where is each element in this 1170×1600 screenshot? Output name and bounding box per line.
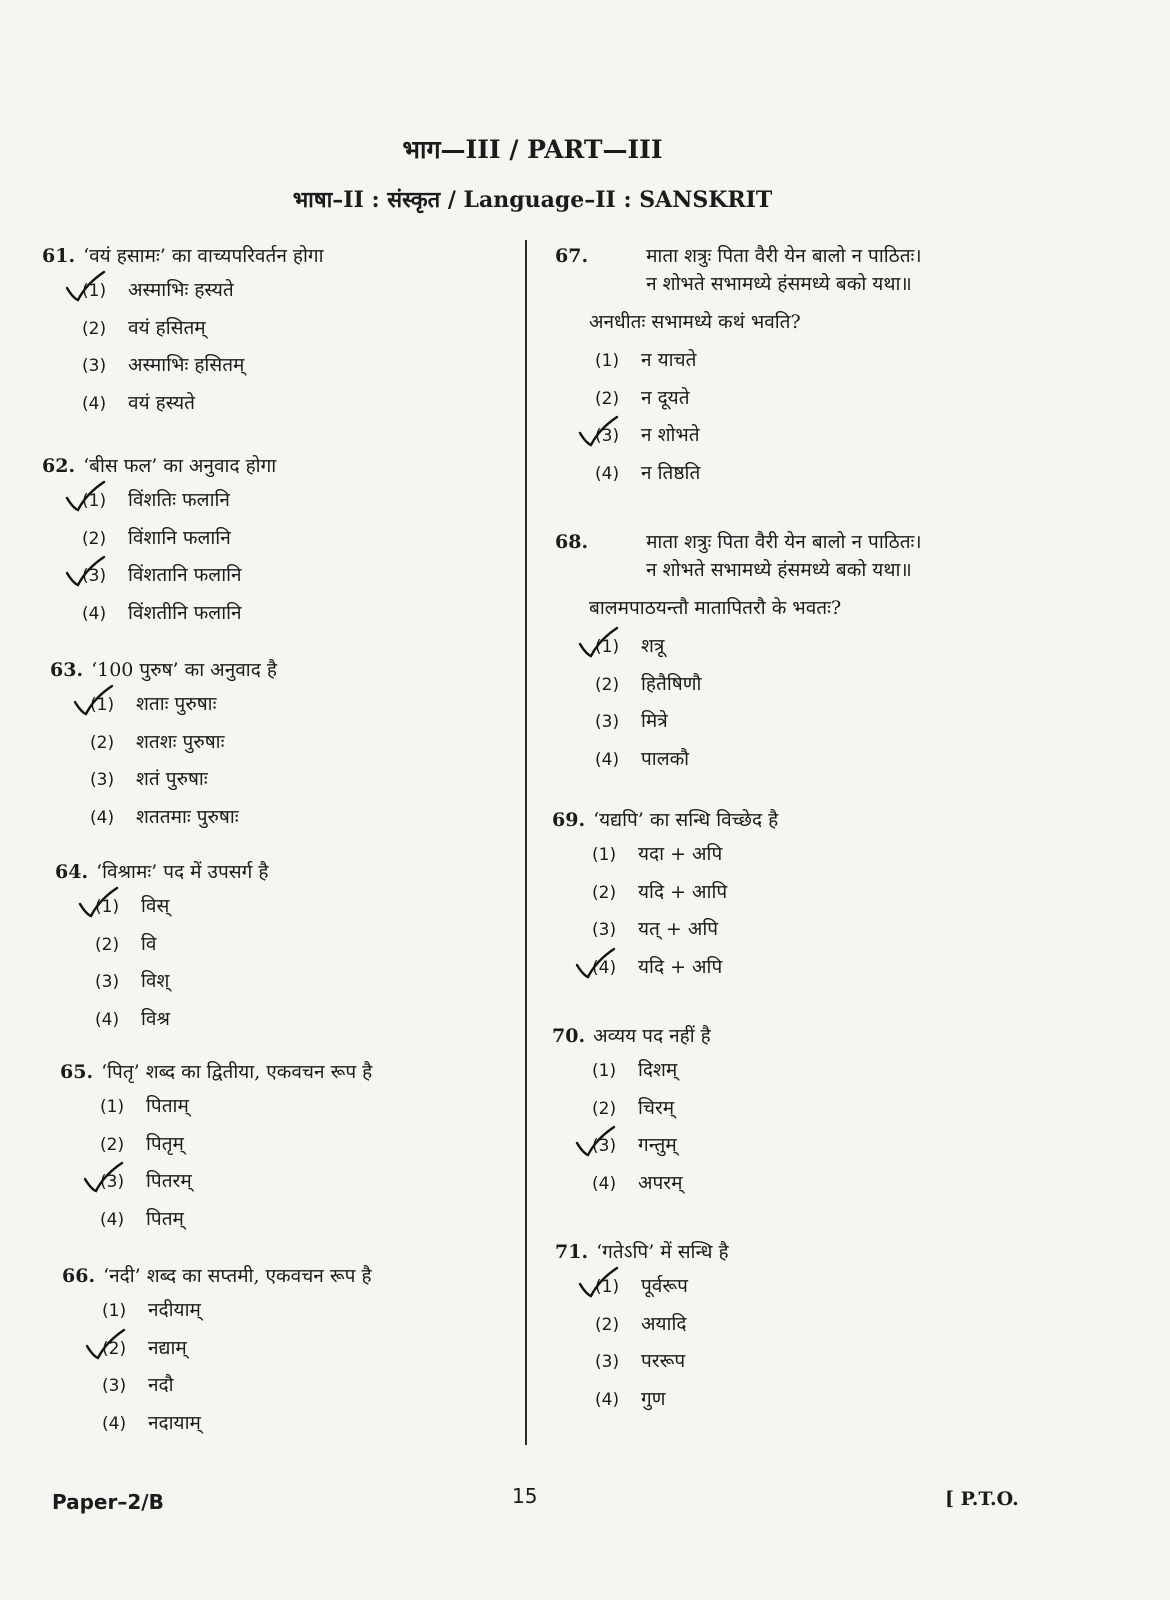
- option-text: पालकौ: [641, 747, 690, 770]
- option-number: (3): [100, 1172, 125, 1192]
- question-62: [42, 452, 276, 636]
- question-text: ‘100 पुरुष’ का अनुवाद है: [91, 659, 277, 681]
- option-text: गन्तुम्: [638, 1134, 677, 1156]
- paper-code: Paper–2/B: [52, 1490, 164, 1514]
- option-number: (3): [102, 1376, 127, 1396]
- question-text: बालमपाठयन्तौ मातापितरौ के भवतः?: [589, 597, 842, 619]
- check-mark-icon: [64, 555, 108, 587]
- option-number: (4): [95, 1009, 120, 1030]
- language-title: भाषा–II : संस्कृत / Language–II : SANSKRIT: [292, 187, 773, 213]
- option-number: (3): [82, 356, 107, 376]
- option-text: वयं हसितम्: [128, 316, 206, 339]
- question-stem: [555, 528, 922, 584]
- option-number: (4): [100, 1209, 125, 1230]
- option-number: (1): [95, 897, 120, 917]
- question-63: [50, 656, 277, 840]
- option-number: (3): [592, 1136, 617, 1156]
- option-text: पितरम्: [146, 1170, 192, 1192]
- option-1[interactable]: [55, 892, 268, 930]
- option-text: न शोभते: [641, 424, 700, 446]
- question-64: [55, 858, 268, 1042]
- check-mark-icon: [64, 270, 108, 302]
- question-number: 66.: [62, 1265, 96, 1287]
- option-text: यत् + अपि: [638, 918, 719, 940]
- option-text: विश्: [141, 970, 170, 992]
- option-3[interactable]: [555, 1347, 729, 1385]
- option-text: नदौ: [148, 1374, 174, 1396]
- question-number: 68.: [555, 531, 589, 553]
- option-3[interactable]: [552, 1131, 711, 1169]
- option-text: दिशम्: [638, 1059, 678, 1081]
- option-text: वि: [141, 932, 157, 955]
- option-text: विंशतीनि फलानि: [128, 601, 242, 624]
- option-number: (3): [82, 566, 107, 586]
- option-text: शत्रू: [641, 635, 665, 657]
- option-text: शतशः पुरुषाः: [136, 730, 225, 753]
- option-number: (1): [100, 1097, 125, 1117]
- option-3[interactable]: [60, 1167, 372, 1205]
- question-66: [62, 1262, 372, 1446]
- option-1[interactable]: [552, 840, 778, 878]
- option-text: अस्माभिः हस्यते: [128, 279, 234, 301]
- option-text: गुण: [641, 1387, 666, 1410]
- question-text: ‘पितृ’ शब्द का द्वितीया, एकवचन रूप है: [101, 1061, 373, 1083]
- option-number: (2): [82, 528, 107, 549]
- question-text: ‘नदी’ शब्द का सप्तमी, एकवचन रूप है: [103, 1265, 372, 1287]
- page-number: 15: [512, 1484, 538, 1508]
- option-number: (1): [82, 491, 107, 511]
- option-text: विस्: [141, 895, 170, 917]
- option-text: नदायाम्: [148, 1411, 201, 1434]
- option-4[interactable]: [552, 1169, 711, 1207]
- check-mark-icon: [577, 415, 621, 447]
- question-stem: [42, 452, 276, 478]
- option-text: नद्याम्: [148, 1336, 187, 1359]
- verse-line: न शोभते सभामध्ये हंसमध्ये बको यथा॥: [646, 559, 912, 581]
- verse-line: माता शत्रुः पिता वैरी येन बालो न पाठितः।: [646, 531, 922, 553]
- option-4[interactable]: [555, 1385, 729, 1423]
- question-number: 61.: [42, 245, 76, 267]
- question-65: [60, 1058, 372, 1242]
- question-number: 70.: [552, 1025, 586, 1047]
- option-number: (4): [595, 1389, 620, 1410]
- check-mark-icon: [84, 1328, 128, 1360]
- option-number: (3): [595, 426, 620, 446]
- option-number: (1): [592, 845, 617, 865]
- option-3[interactable]: [555, 421, 922, 459]
- option-text: विंशतानि फलानि: [128, 564, 242, 586]
- option-number: (2): [595, 1314, 620, 1335]
- check-mark-icon: [77, 886, 121, 918]
- option-number: (4): [102, 1413, 127, 1434]
- column-divider: [525, 240, 527, 1445]
- question-text: अव्यय पद नहीं है: [593, 1025, 711, 1047]
- option-2[interactable]: [552, 878, 778, 916]
- option-text: यदि + अपि: [638, 955, 723, 978]
- option-text: न याचते: [641, 349, 697, 371]
- question-text: ‘वयं हसामः’ का वाच्यपरिवर्तन होगा: [83, 245, 324, 267]
- option-3[interactable]: [62, 1371, 372, 1409]
- question-stem: [62, 1262, 372, 1288]
- option-1[interactable]: [60, 1092, 372, 1130]
- option-number: (3): [595, 712, 620, 732]
- option-text: अस्माभिः हसितम्: [128, 354, 245, 376]
- option-number: (2): [592, 882, 617, 903]
- question-61: [42, 242, 324, 426]
- question-stem: [552, 1022, 711, 1048]
- option-number: (2): [592, 1098, 617, 1119]
- option-number: (1): [595, 1277, 620, 1297]
- option-3[interactable]: [55, 967, 268, 1005]
- question-number: 69.: [552, 809, 586, 831]
- option-4[interactable]: [50, 803, 277, 841]
- option-number: (3): [595, 1352, 620, 1372]
- question-stem: [55, 858, 268, 884]
- option-4[interactable]: [555, 459, 922, 497]
- option-text: हितैषिणौ: [641, 672, 702, 695]
- option-2[interactable]: [55, 930, 268, 968]
- option-number: (1): [595, 351, 620, 371]
- question-67: [555, 242, 922, 496]
- option-text: अयादि: [641, 1312, 687, 1335]
- option-text: विंशानि फलानि: [128, 526, 231, 549]
- question-stem: [42, 242, 324, 268]
- option-3[interactable]: [555, 707, 922, 745]
- verse: [646, 242, 922, 298]
- check-mark-icon: [72, 684, 116, 716]
- option-number: (2): [95, 934, 120, 955]
- question-text: ‘विश्रामः’ पद में उपसर्ग है: [96, 861, 269, 883]
- option-number: (3): [592, 920, 617, 940]
- option-3[interactable]: [50, 765, 277, 803]
- option-1[interactable]: [552, 1056, 711, 1094]
- option-4[interactable]: [42, 389, 324, 427]
- question-number: 67.: [555, 245, 589, 267]
- option-1[interactable]: [42, 276, 324, 314]
- pto-label: [ P.T.O.: [945, 1488, 1019, 1510]
- option-text: मित्रे: [641, 710, 668, 732]
- option-text: चिरम्: [638, 1096, 675, 1119]
- option-4[interactable]: [42, 599, 276, 637]
- option-2[interactable]: [555, 670, 922, 708]
- check-mark-icon: [64, 480, 108, 512]
- question-text: अनधीतः सभामध्ये कथं भवति?: [589, 311, 801, 333]
- option-number: (2): [595, 674, 620, 695]
- verse: [646, 528, 922, 584]
- verse-line: न शोभते सभामध्ये हंसमध्ये बको यथा॥: [646, 273, 912, 295]
- option-text: न तिष्ठति: [641, 461, 701, 484]
- option-number: (1): [595, 637, 620, 657]
- option-2[interactable]: [555, 1310, 729, 1348]
- check-mark-icon: [574, 947, 618, 979]
- option-number: (1): [82, 281, 107, 301]
- option-2[interactable]: [50, 728, 277, 766]
- option-number: (4): [592, 957, 617, 978]
- option-2[interactable]: [62, 1334, 372, 1372]
- option-number: (4): [90, 807, 115, 828]
- question-number: 65.: [60, 1061, 94, 1083]
- check-mark-icon: [577, 626, 621, 658]
- question-text: ‘यद्यपि’ का सन्धि विच्छेद है: [593, 809, 779, 831]
- option-text: पिताम्: [146, 1095, 189, 1117]
- question-text: ‘गतेऽपि’ में सन्धि है: [596, 1241, 729, 1263]
- check-mark-icon: [82, 1161, 126, 1193]
- option-text: पितृम्: [146, 1132, 184, 1155]
- question-stem: [552, 806, 778, 832]
- part-title: भाग—III / PART—III: [402, 135, 663, 164]
- question-number: 71.: [555, 1241, 589, 1263]
- option-4[interactable]: [62, 1409, 372, 1447]
- option-text: अपरम्: [638, 1171, 683, 1194]
- option-text: पूर्वरूप: [641, 1275, 688, 1297]
- option-number: (1): [592, 1061, 617, 1081]
- option-number: (1): [102, 1301, 127, 1321]
- option-1[interactable]: [50, 690, 277, 728]
- option-2[interactable]: [42, 314, 324, 352]
- option-3[interactable]: [42, 561, 276, 599]
- option-text: शताः पुरुषाः: [136, 693, 217, 715]
- option-1[interactable]: [555, 346, 922, 384]
- option-number: (2): [100, 1134, 125, 1155]
- option-number: (1): [90, 695, 115, 715]
- option-number: (4): [592, 1173, 617, 1194]
- option-text: यदा + अपि: [638, 843, 723, 865]
- option-text: पररूप: [641, 1350, 686, 1372]
- question-number: 62.: [42, 455, 76, 477]
- option-text: शततमाः पुरुषाः: [136, 805, 239, 828]
- option-text: नदीयाम्: [148, 1299, 201, 1321]
- option-text: विंशतिः फलानि: [128, 489, 230, 511]
- option-text: वयं हस्यते: [128, 391, 195, 414]
- option-number: (4): [82, 603, 107, 624]
- question-71: [555, 1238, 729, 1422]
- question-stem: [555, 242, 922, 298]
- question-stem: [555, 1238, 729, 1264]
- option-3[interactable]: [42, 351, 324, 389]
- option-text: विश्र: [141, 1007, 170, 1030]
- option-number: (3): [95, 972, 120, 992]
- option-number: (2): [102, 1338, 127, 1359]
- question-number: 64.: [55, 861, 89, 883]
- option-number: (2): [595, 388, 620, 409]
- verse-line: माता शत्रुः पिता वैरी येन बालो न पाठितः।: [646, 245, 922, 267]
- question-69: [552, 806, 778, 990]
- question-stem: [50, 656, 277, 682]
- option-number: (4): [82, 393, 107, 414]
- option-number: (2): [82, 318, 107, 339]
- check-mark-icon: [577, 1266, 621, 1298]
- option-4[interactable]: [552, 953, 778, 991]
- question-68: [555, 528, 922, 782]
- option-text: यदि + आपि: [638, 880, 728, 903]
- option-1[interactable]: [555, 632, 922, 670]
- option-text: पितम्: [146, 1207, 184, 1230]
- option-1[interactable]: [42, 486, 276, 524]
- question-stem: [60, 1058, 372, 1084]
- option-4[interactable]: [60, 1205, 372, 1243]
- option-text: शतं पुरुषाः: [136, 768, 208, 790]
- option-number: (4): [595, 749, 620, 770]
- option-number: (2): [90, 732, 115, 753]
- question-number: 63.: [50, 659, 84, 681]
- check-mark-icon: [574, 1125, 618, 1157]
- option-number: (3): [90, 770, 115, 790]
- option-text: न दूयते: [641, 386, 690, 409]
- option-4[interactable]: [55, 1005, 268, 1043]
- option-1[interactable]: [555, 1272, 729, 1310]
- question-text: ‘बीस फल’ का अनुवाद होगा: [83, 455, 277, 477]
- option-number: (4): [595, 463, 620, 484]
- question-70: [552, 1022, 711, 1206]
- option-4[interactable]: [555, 745, 922, 783]
